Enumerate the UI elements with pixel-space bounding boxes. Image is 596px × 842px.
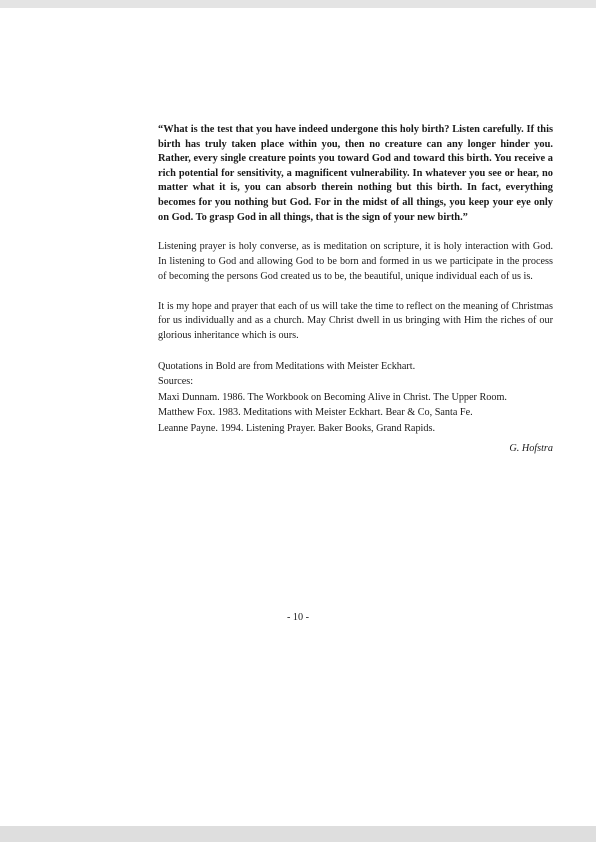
source-entry: Leanne Payne. 1994. Listening Prayer. Baker Books, Grand Rapids. <box>158 422 435 434</box>
page-number: - 10 - <box>286 612 310 623</box>
eckhart-quote: “What is the test that you have indeed undergone this holy birth? Listen carefully. If this birth has truly taken place within you, then no creature can any longer hinder you. Rather, every single creature points you toward God and toward this birth. You receive a rich potential for sensitivity, a magnificent vulnerability. In whatever you see or hear, no matter what it is, you can absorb therein nothing but this birth. In fact, everything becomes for you nothing but God. For in the midst of all things, you keep your eye only on God. To grasp God in all things, that is the sign of your new birth.” <box>158 124 553 223</box>
author-signature: G. Hofstra <box>509 442 553 454</box>
christmas-hope-paragraph: It is my hope and prayer that each of us will take the time to reflect on the meaning of Christmas for us individually and as a church. May Christ dwell in us bringing with Him the riches of our glorious inheritance which is ours. <box>158 300 553 342</box>
source-entry: Maxi Dunnam. 1986. The Workbook on Becoming Alive in Christ. The Upper Room. <box>158 391 507 403</box>
sources-section <box>158 359 553 436</box>
source-entry: Matthew Fox. 1983. Meditations with Meister Eckhart. Bear & Co, Santa Fe. <box>158 407 473 419</box>
scan-border-bottom <box>0 826 596 842</box>
listening-prayer-paragraph: Listening prayer is holy converse, as is meditation on scripture, it is holy interaction with God. In listening to God and allowing God to be born and formed in us we participate in the process of becoming the persons God created us to be, the beautiful, unique individual each of us is. <box>158 241 553 282</box>
quotation-note: Quotations in Bold are from Meditations with Meister Eckhart. <box>158 360 416 372</box>
scan-border-top <box>0 0 596 8</box>
sources-heading: Sources: <box>158 376 194 388</box>
page-content <box>158 123 553 454</box>
